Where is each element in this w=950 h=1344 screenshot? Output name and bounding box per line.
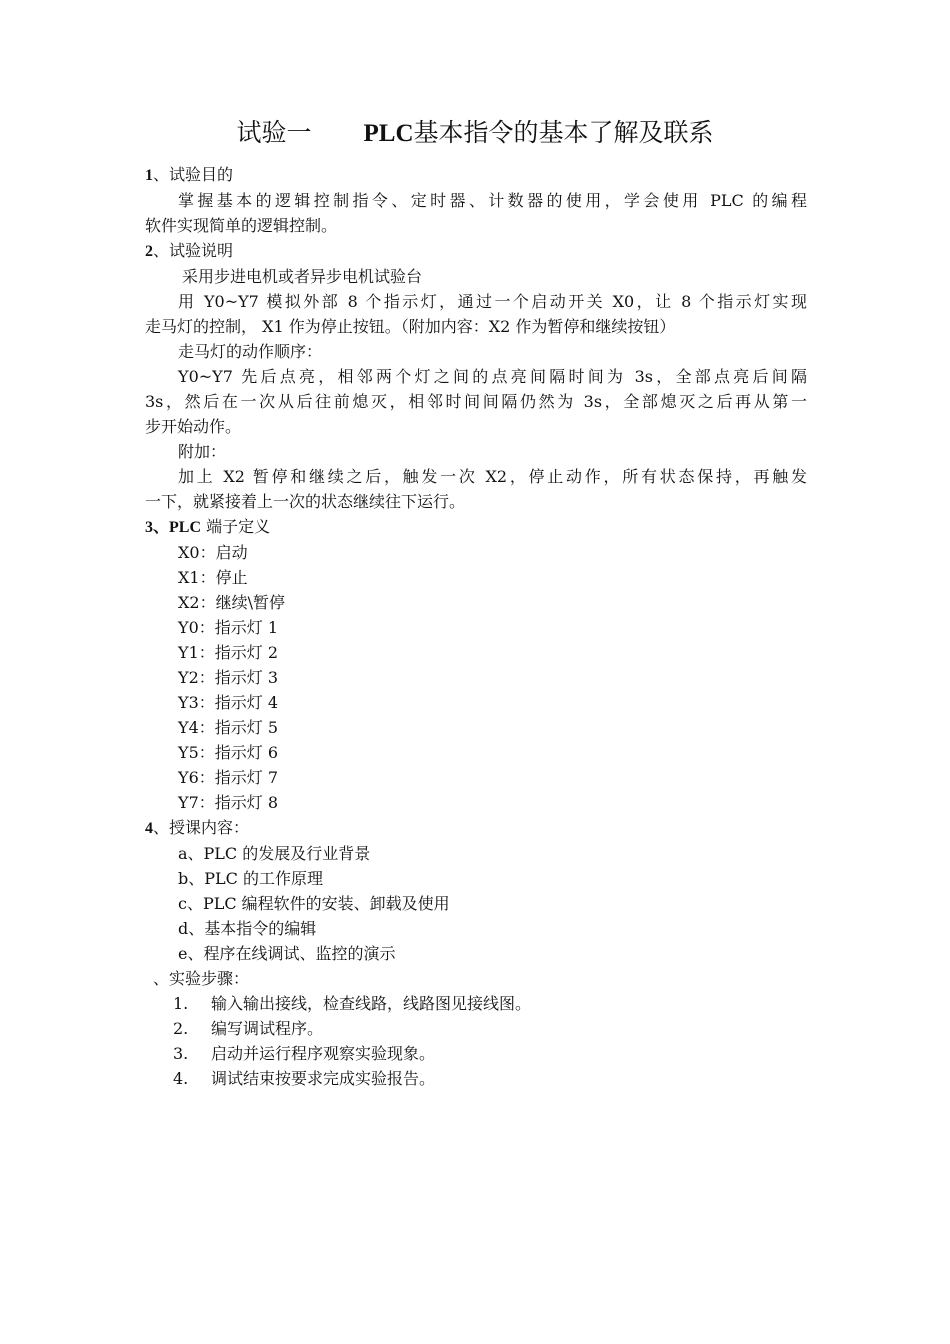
- section-2-text-line: 附加：: [178, 442, 227, 461]
- section-2-text-line: 采用步进电机或者异步电机试验台: [182, 267, 423, 286]
- section-2-text-line: 用 Y0~Y7 模拟外部 8 个指示灯，通过一个启动开关 X0，让 8 个指示灯实现: [178, 292, 807, 311]
- step-item: 1. 输入输出接线，检查线路，线路图见接线图。: [173, 994, 532, 1013]
- terminal-definition: Y2：指示灯 3: [178, 668, 279, 687]
- title-part1: 试验一: [236, 118, 312, 147]
- terminal-definition: Y5：指示灯 6: [178, 743, 279, 762]
- section-5-heading: 、实验步骤：: [153, 969, 250, 988]
- section-3-heading: 3、PLC 端子定义: [145, 517, 271, 536]
- terminal-definition: X2：继续\暂停: [178, 593, 285, 612]
- terminal-definition: Y7：指示灯 8: [178, 793, 279, 812]
- section-4-heading: 4、授课内容：: [145, 818, 250, 837]
- terminal-definition: Y0：指示灯 1: [178, 618, 279, 637]
- terminal-definition: Y4：指示灯 5: [178, 718, 279, 737]
- step-item: 3. 启动并运行程序观察实验现象。: [173, 1044, 436, 1063]
- terminal-definition: Y1：指示灯 2: [178, 643, 279, 662]
- section-2-text-line: Y0~Y7 先后点亮，相邻两个灯之间的点亮间隔时间为 3s，全部点亮后间隔: [178, 367, 807, 386]
- terminal-definition: X1：停止: [178, 568, 248, 587]
- document-title: [0, 115, 950, 152]
- section-2-text-line: 步开始动作。: [145, 417, 242, 436]
- section-1-text-line: 掌握基本的逻辑控制指令、定时器、计数器的使用，学会使用 PLC 的编程: [178, 191, 807, 210]
- section-2-text-line: 一下，就紧接着上一次的状态继续往下运行。: [145, 492, 466, 511]
- terminal-definition: Y3：指示灯 4: [178, 693, 279, 712]
- course-item: a、PLC 的发展及行业背景: [178, 844, 371, 863]
- title-part3: 基本指令的基本了解及联系: [413, 118, 714, 147]
- terminal-definition: X0：启动: [178, 543, 248, 562]
- terminal-definition: Y6：指示灯 7: [178, 768, 279, 787]
- section-2-heading: 2、试验说明: [145, 241, 234, 260]
- step-item: 4. 调试结束按要求完成实验报告。: [173, 1069, 436, 1088]
- course-item: b、PLC 的工作原理: [178, 869, 323, 888]
- title-part2: PLC: [363, 120, 414, 147]
- section-2-text-line: 3s，然后在一次从后往前熄灭，相邻时间间隔仍然为 3s，全部熄灭之后再从第一: [145, 392, 807, 411]
- section-2-text-line: 走马灯的控制， X1 作为停止按钮。（附加内容：X2 作为暂停和继续按钮）: [145, 317, 676, 336]
- course-item: c、PLC 编程软件的安装、卸载及使用: [178, 894, 450, 913]
- section-1-text-line: 软件实现简单的逻辑控制。: [145, 216, 338, 235]
- section-2-text-line: 走马灯的动作顺序：: [178, 342, 323, 361]
- step-item: 2. 编写调试程序。: [173, 1019, 324, 1038]
- section-1-heading: 1、试验目的: [145, 165, 234, 184]
- course-item: e、程序在线调试、监控的演示: [178, 944, 396, 963]
- document-body: [145, 162, 807, 1091]
- section-2-text-line: 加上 X2 暂停和继续之后，触发一次 X2，停止动作，所有状态保持，再触发: [178, 467, 807, 486]
- course-item: d、基本指令的编辑: [178, 919, 317, 938]
